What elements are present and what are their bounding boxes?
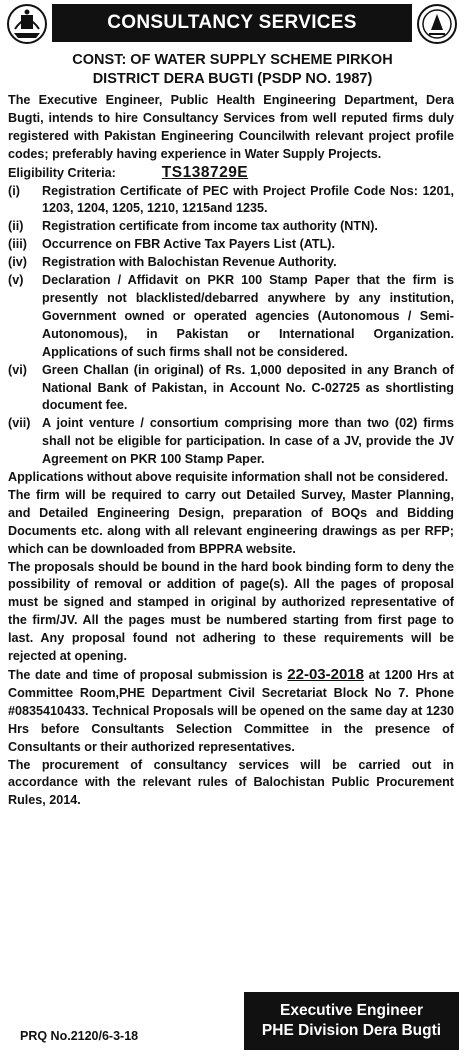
submission-date: 22-03-2018 [287,666,364,683]
criteria-list [8,183,454,470]
survey-paragraph: The firm will be required to carry out Detailed Survey, Master Planning, and Detailed Engineering Design, preparation of BOQs and Bidding Documents etc. along with all relevant engineering drawings as per RFP; which can be downloaded from BPPRA website. [8,487,454,556]
header-title: CONSULTANCY SERVICES [52,4,412,42]
criteria-number: (i) [8,183,20,198]
criteria-number: (vii) [8,416,31,431]
procurement-paragraph: The procurement of consultancy services will be carried out in accordance with the relevant rules of Balochistan Public Procurement Rules, 2014. [8,757,454,808]
eligibility-label: Eligibility Criteria: [8,165,116,180]
eligibility-row [8,164,454,183]
applications-paragraph: Applications without above requisite information shall not be considered. [8,470,449,485]
criteria-item [8,254,454,272]
project-title-line1: CONST: OF WATER SUPPLY SCHEME PIRKOH [72,52,393,68]
criteria-item [8,236,454,254]
criteria-item [8,362,454,416]
department-seal-icon [416,3,458,45]
signature-office: PHE Division Dera Bugti [261,1022,442,1039]
criteria-item [8,183,454,219]
criteria-text: Registration certificate from income tax authority (NTN). [42,219,378,234]
government-emblem-icon [6,3,48,45]
criteria-text: Declaration / Affidavit on PKR 100 Stamp Paper that the firm is presently not blacklisted/debarred anywhere by any institution, Government owned or operated agencies (Autonomous / Semi-Autonomous), in Pakistan or International Organization. Applications of such firms shall not be considered. [42,273,454,359]
criteria-text: Occurrence on FBR Active Tax Payers List (ATL). [42,237,336,252]
submission-text-after: at 1200 Hrs at Committee Room,PHE Department Civil Secretariat Block No 7. Phone #0835410433. Technical Proposals will be opened on the same day at 1230 Hrs before Consultants Selection Committee in the presence of Consultants or their authorized representatives. [8,668,454,754]
project-title [0,51,465,89]
signature-block [244,992,459,1050]
submission-text-before: The date and time of proposal submission is [8,668,288,682]
criteria-number: (ii) [8,219,24,234]
project-title-line2: DISTRICT DERA BUGTI (PSDP NO. 1987) [92,71,373,87]
criteria-item [8,272,454,362]
intro-paragraph: The Executive Engineer, Public Health Engineering Department, Dera Bugti, intends to hire Consultancy Services from well reputed firms duly registered with Pakistan Engineering Councilwith relevant project profile codes; preferably having experience in Water Supply Projects. [8,93,454,161]
criteria-number: (iii) [8,237,27,252]
criteria-item [8,415,454,469]
submission-paragraph [8,666,454,757]
binding-paragraph: The proposals should be bound in the hard book binding form to deny the possibility of removal or addition of page(s). All the pages of proposal must be signed and stamped in original by authorized representative of the firm/JV. All the pages must be numbered starting from first page to last. Any proposal found not adhering to these requirements will be rejected at opening. [8,559,454,664]
criteria-number: (v) [8,273,24,288]
criteria-text: Registration Certificate of PEC with Project Profile Code Nos: 1201, 1203, 1204, 1205, 1210, 1215and 1235. [42,183,454,216]
tender-number: TS138729E [161,163,249,181]
criteria-item [8,218,454,236]
criteria-text: Green Challan (in original) of Rs. 1,000 deposited in any Branch of National Bank of Pakistan, in Account No. C-02725 as shortlisting document fee. [42,362,454,413]
criteria-text: A joint venture / consortium comprising more than two (02) firms shall not be eligible for participation. In case of a JV, provide the JV Agreement on PKR 100 Stamp Paper. [42,416,454,467]
criteria-text: Registration with Balochistan Revenue Authority. [42,255,337,270]
signature-title: Executive Engineer [279,1002,423,1019]
criteria-number: (vi) [8,362,27,377]
criteria-number: (iv) [8,255,27,270]
prq-number: PRQ No.2120/6-3-18 [20,1029,139,1043]
notice-body [8,92,454,810]
